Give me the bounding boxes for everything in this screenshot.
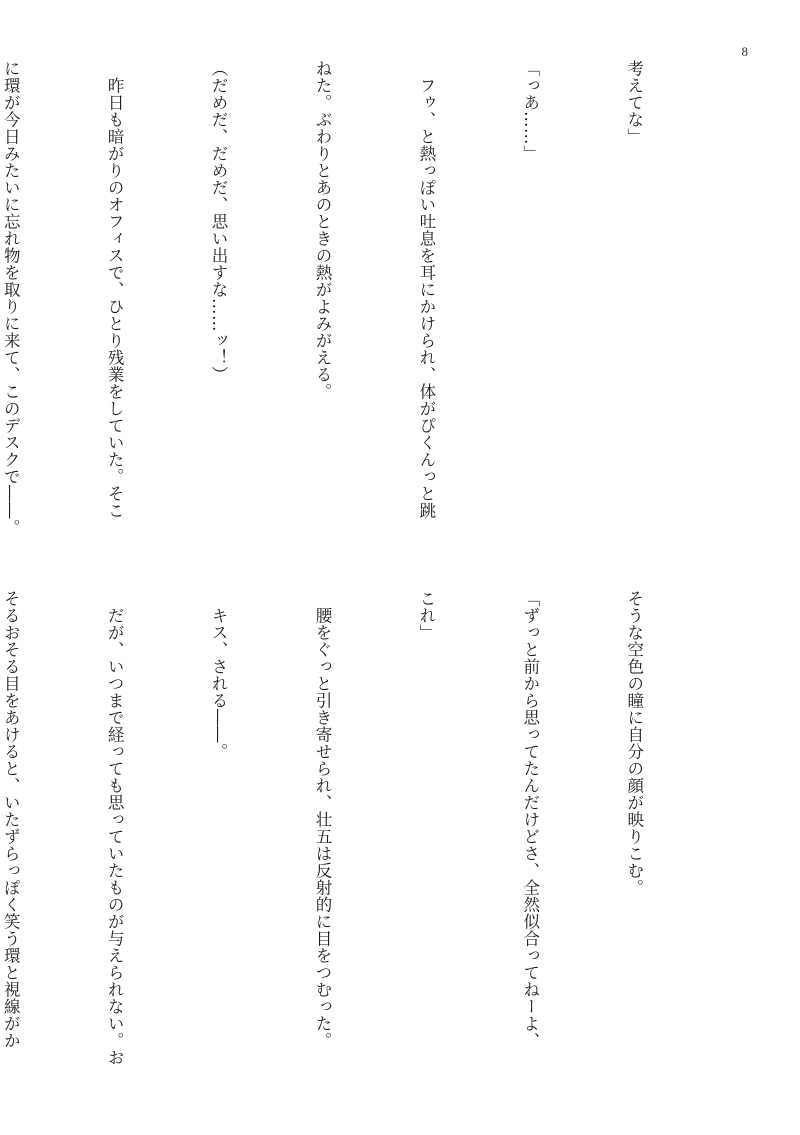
text-block-bottom bbox=[1, 590, 720, 1110]
text-line: 考えてな」 bbox=[624, 60, 644, 145]
text-line: （だめだ、だめだ、思い出すな……ッ！） bbox=[209, 60, 229, 383]
text-line: そるおそる目をあけると、いたずらっぽく笑う環と視線がか bbox=[1, 590, 21, 1049]
text-line: 「ずっと前から思ってたんだけどさ、全然似合ってねーよ、 bbox=[520, 590, 540, 1049]
text-line: フゥ、と熱っぽい吐息を耳にかけられ、体がぴくんっと跳 bbox=[416, 60, 436, 519]
page-number: 8 bbox=[741, 44, 748, 59]
text-line: だが、いつまで経っても思っていたものが与えられない。お bbox=[105, 590, 125, 1066]
text-line: 昨日も暗がりのオフィスで、ひとり残業をしていた。そこ bbox=[105, 60, 125, 519]
text-line: ねた。ぶわりとあのときの熱がよみがえる。 bbox=[312, 60, 332, 400]
text-block-top bbox=[1, 60, 720, 560]
text-line: 腰をぐっと引き寄せられ、壮五は反射的に目をつむった。 bbox=[312, 590, 332, 1049]
text-line: これ」 bbox=[416, 590, 436, 641]
text-line: そうな空色の瞳に自分の顔が映りこむ。 bbox=[624, 590, 644, 896]
text-line: 「っあ……」 bbox=[520, 60, 540, 162]
text-line: に環が今日みたいに忘れ物を取りに来て、このデスクで――。 bbox=[1, 60, 21, 536]
text-line: キス、される――。 bbox=[209, 590, 229, 760]
